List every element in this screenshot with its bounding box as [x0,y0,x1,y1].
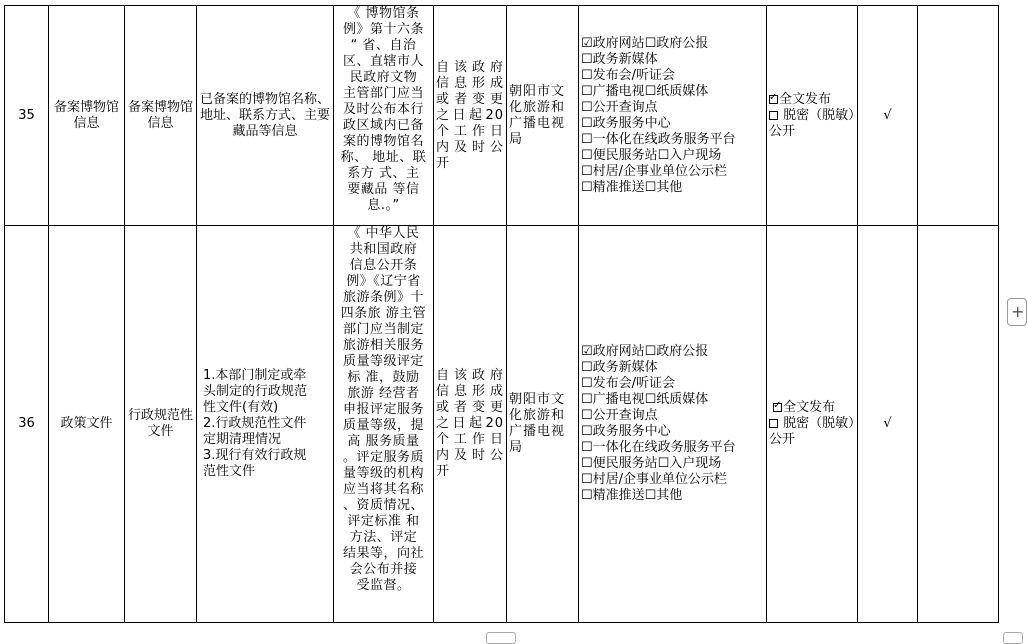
basis-line: 共和国政府 [349,242,418,257]
checkmark-cell: √ [858,6,918,226]
basis-line: 旅游相关服务 [342,338,424,353]
channel-line: ☑政府网站☐政府公报 [581,344,709,359]
content-line: 头制定的行政规范 [203,384,308,399]
row-number: 36 [5,226,49,623]
empty-cell [918,226,999,623]
basis-line: 系方 式、主 [347,166,420,181]
content-line: 3.现行有效行政规 [203,448,307,463]
basis-line: 政区域内已备 [342,118,424,133]
channel-line: ☐便民服务站☐入户现场 [581,147,722,163]
mode-desens-label: 脱密（脱敏）公开 [769,107,855,139]
channel-line: ☐政务新媒体 [581,360,658,375]
table-row [5,226,999,623]
basis-line: 、资质情况、 [342,498,424,513]
channel-line: ☐精准推送☐其他 [581,488,683,503]
basis-line: 部门应当制定 [342,322,424,337]
channel-line: ☐发布会/听证会 [581,376,676,391]
row-number: 35 [5,6,49,226]
mode-cell [767,6,858,226]
basis-line: 民政府文物 [349,70,418,85]
basis-line: 案的博物馆名 [342,134,424,149]
channel-line: ☐公开查询点 [581,408,658,423]
basis-line: 旅游条例》十 [342,290,424,305]
content-line: 1.本部门制定或牵 [203,368,307,383]
channels-cell [579,6,767,226]
channel-line: ☐政务服务中心 [581,115,671,131]
category-cell: 备案博物馆信息 [49,6,125,226]
basis-line: 旅游 经营者 [347,386,420,401]
expand-button[interactable]: + [1007,298,1027,326]
content-line: 2.行政规范性文件 [203,416,307,431]
mode-desens-label: 脱密（脱敏）公开 [769,416,855,447]
content-line: 定期清理情况 [203,432,282,447]
basis-line: 四条旅 游主管 [340,306,427,321]
item-cell: 行政规范性文件 [125,226,197,623]
time-limit-cell: 自该政府信息形成或者变更之日起20个工作日内及时公开 [434,6,507,226]
basis-line: 评定标准 和 [347,514,420,529]
content-line: 性文件(有效) [203,400,279,415]
channel-line: ☐政务服务中心 [581,424,671,439]
channel-line: ☑政府网站☐政府公报 [581,35,709,51]
mode-cell [767,226,858,623]
basis-line: 质量等级，提 [342,418,424,433]
content-cell [197,226,334,623]
basis-line: 称、 地址、联 [340,150,427,165]
basis-line: 例》《辽宁省 [346,274,421,289]
basis-line: 信息公开条 [349,258,418,273]
channel-line: ☐政务新媒体 [581,51,658,67]
basis-line: 结果等，向社 [342,546,424,561]
basis-lines [336,226,431,594]
content-line: 范性文件 [203,464,256,479]
basis-line: 《 博物馆条 [347,6,420,21]
empty-box-icon [769,111,778,120]
basis-line: 应当将其名称 [342,482,424,497]
checkmark-cell: √ [858,226,918,623]
basis-line: 及时公布本行 [342,102,424,117]
category-cell: 政策文件 [49,226,125,623]
basis-line: 高 服务质量 [347,434,420,449]
basis-line: 区、直辖市人 [342,54,424,69]
channel-line: ☐村居/企事业单位公示栏 [581,163,728,179]
basis-line: 要藏品 等信 [347,182,420,197]
basis-line: “ 省、自治 [350,38,417,53]
mode-full-label: 全文发布 [783,400,836,415]
basis-line: 量等级的机构 [342,466,424,481]
channel-line: ☐发布会/听证会 [581,67,676,83]
basis-line: 例》第十六条 [342,22,424,37]
disclosure-table [4,5,999,623]
basis-line: 《 中华人民 [347,226,420,241]
bottom-handle[interactable] [486,632,516,644]
checked-box-icon [773,403,782,412]
channel-line: ☐便民服务站☐入户现场 [581,456,722,471]
department-cell: 朝阳市文化旅游和广播电视局 [507,226,579,623]
channel-line: ☐精准推送☐其他 [581,179,683,195]
basis-line: 会公布并接 [349,562,418,577]
empty-box-icon [769,419,778,428]
time-limit-cell: 自该政府信息形成或者变更之日起20个工作日内及时公开 [434,226,507,623]
basis-line: 主管部门应当 [342,86,424,101]
basis-cell [334,226,434,623]
channel-line: ☐广播电视☐纸质媒体 [581,392,709,407]
content-cell: 已备案的博物馆名称、地址、联系方式、主要藏品等信息 [197,6,334,226]
department-cell: 朝阳市文化旅游和广播电视局 [507,6,579,226]
channel-line: ☐一体化在线政务服务平台 [581,440,736,455]
table-row [5,6,999,226]
channels-cell [579,226,767,623]
channel-line: ☐村居/企事业单位公示栏 [581,472,728,487]
empty-cell [918,6,999,226]
basis-cell [334,6,434,226]
checked-box-icon [769,95,778,104]
basis-line: 质量等级评定 [342,354,424,369]
channel-line: ☐一体化在线政务服务平台 [581,131,736,147]
basis-line: 方法、评定 [349,530,418,545]
basis-line: 标 准，鼓励 [347,370,420,385]
basis-line: 申报评定服务 [342,402,424,417]
corner-handle[interactable] [1003,632,1023,644]
basis-lines [336,6,431,214]
basis-line: 。评定服务质 [342,450,424,465]
channel-line: ☐公开查询点 [581,99,658,115]
channel-line: ☐广播电视☐纸质媒体 [581,83,709,99]
basis-line: 息.。” [367,198,400,213]
item-cell: 备案博物馆信息 [125,6,197,226]
basis-line: 受监督。 [356,578,411,593]
mode-full-label: 全文发布 [779,91,832,107]
